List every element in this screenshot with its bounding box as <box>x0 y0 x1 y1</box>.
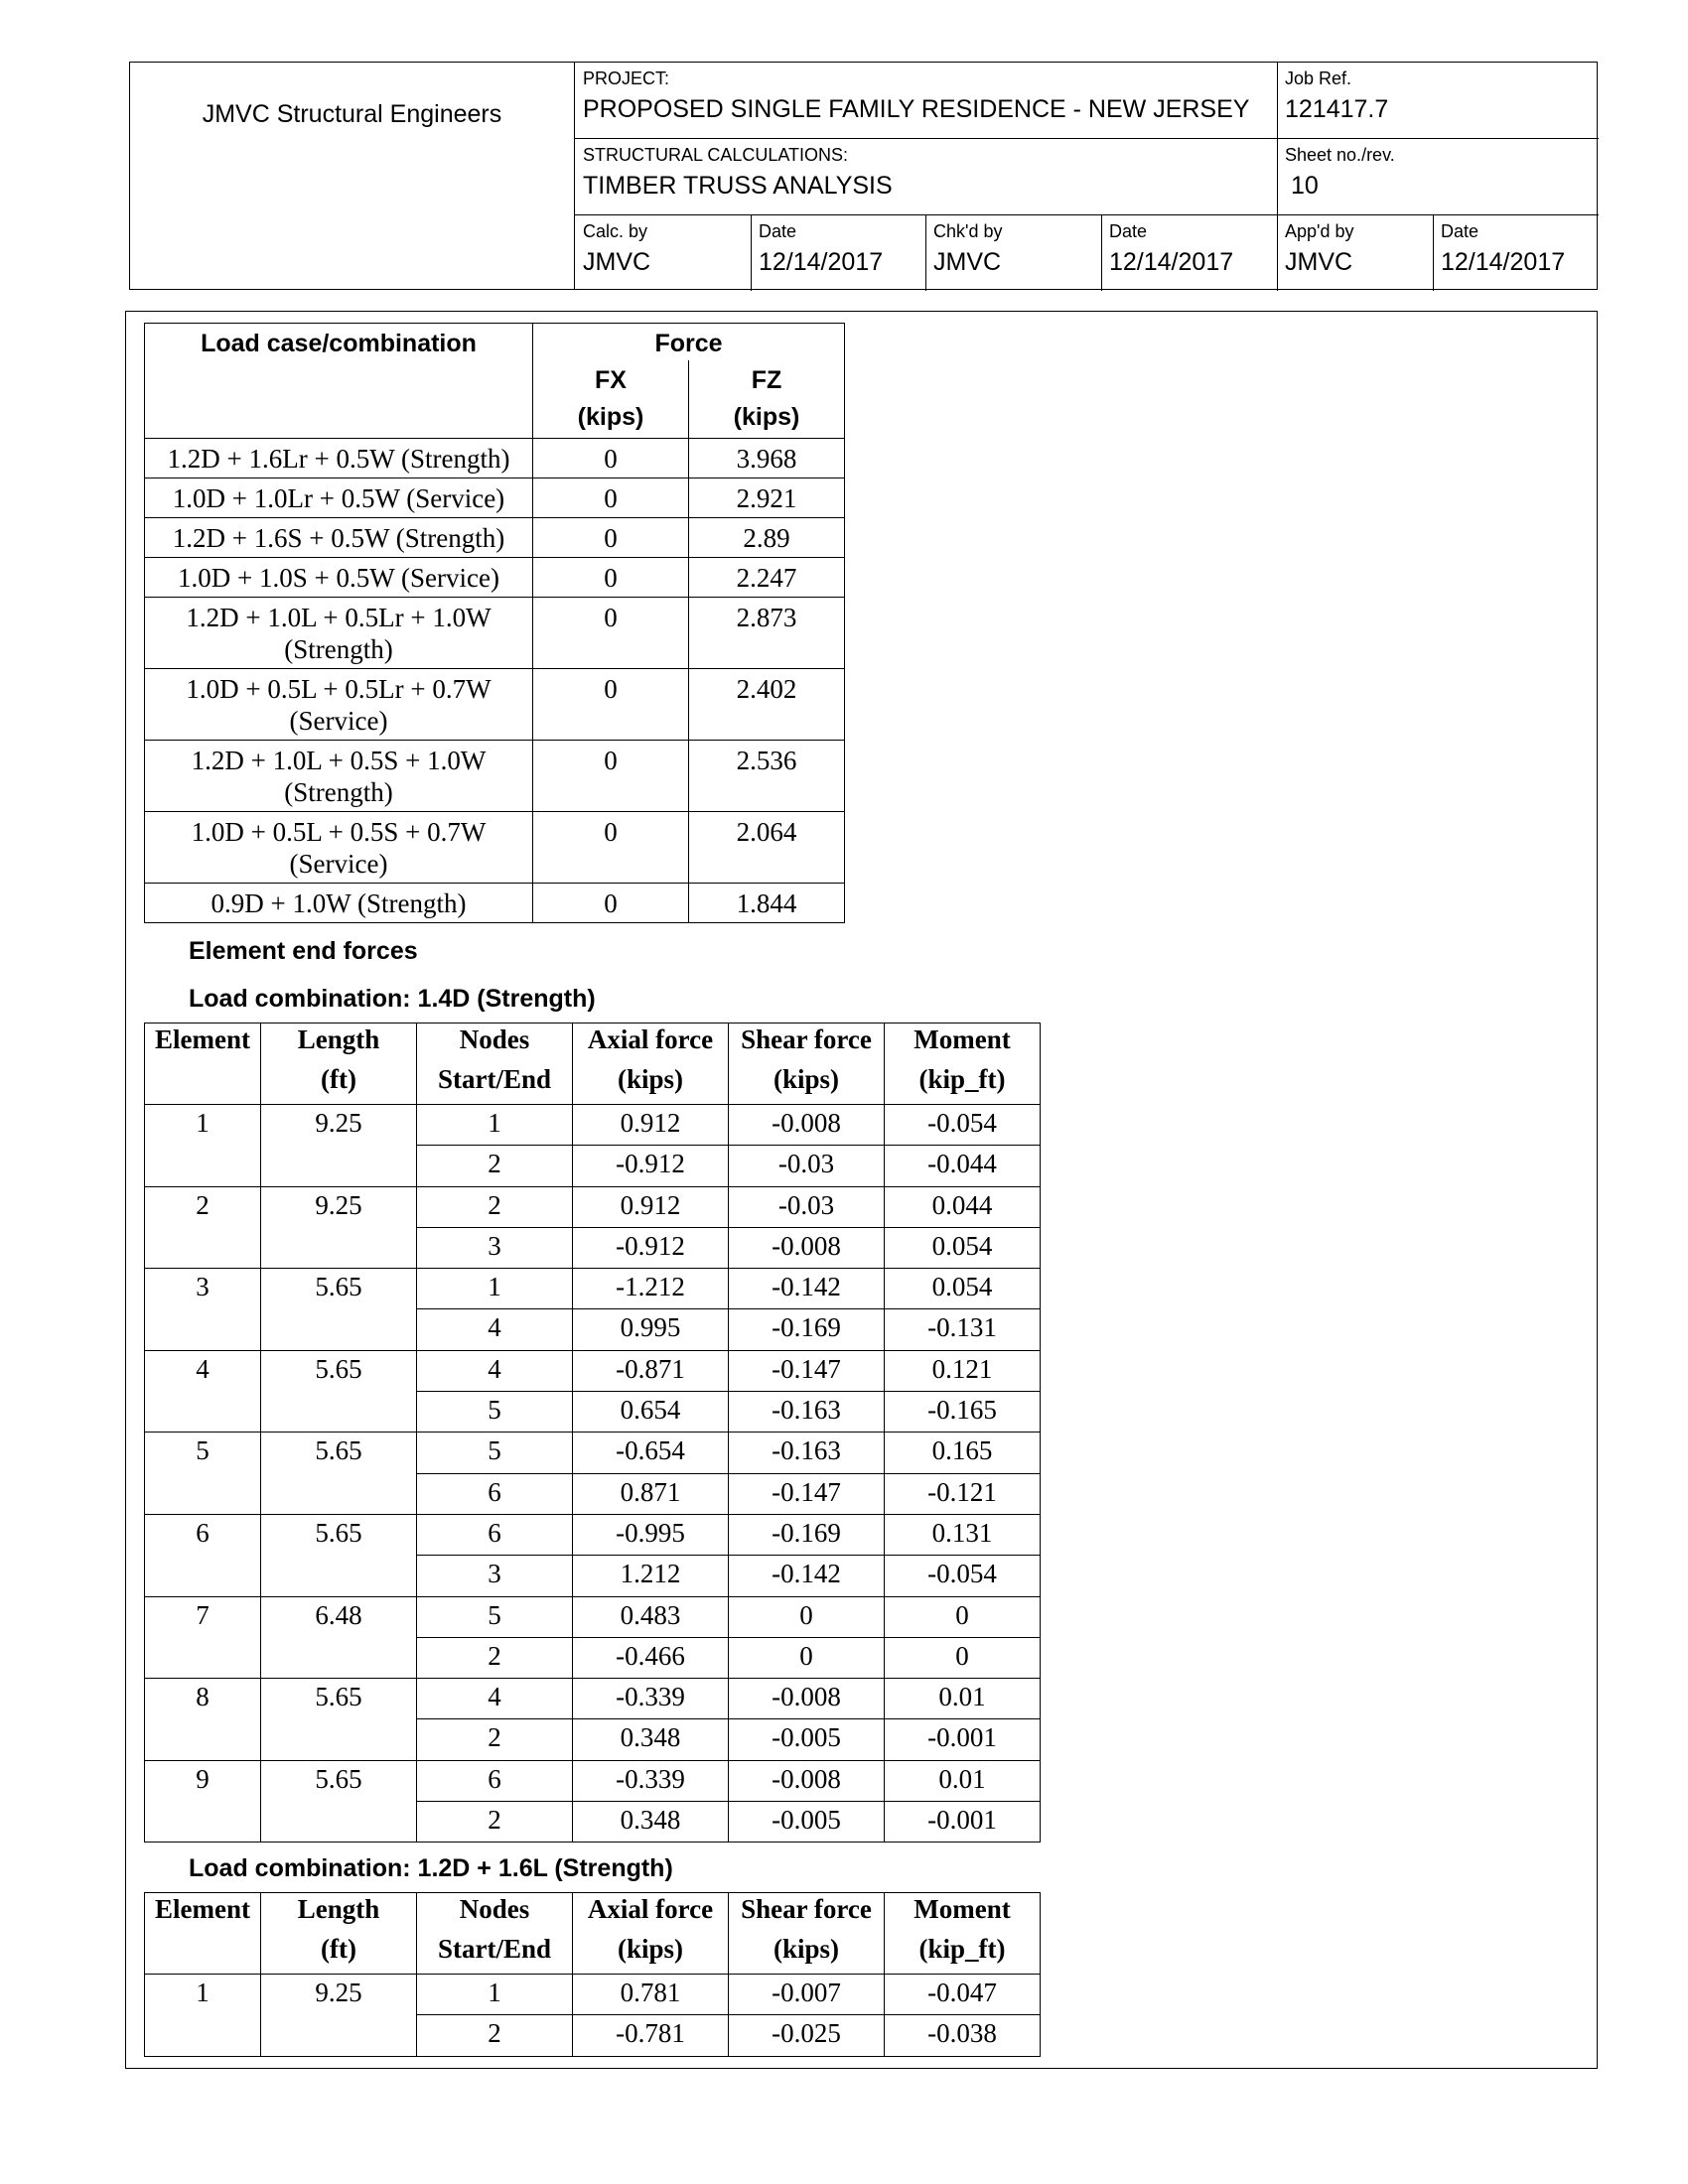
table-row <box>145 1350 1041 1391</box>
moment: -0.054 <box>885 1556 1041 1596</box>
node-id: 4 <box>417 1350 573 1391</box>
fz-value: 2.921 <box>689 478 845 518</box>
shear-force: -0.163 <box>729 1392 885 1433</box>
chkby-cell <box>925 215 1002 277</box>
hdr-axial-unit: (kips) <box>573 1933 729 1975</box>
hdr-nodes-sub: Start/End <box>417 1063 573 1105</box>
shear-force: -0.025 <box>729 2015 885 2056</box>
hdr-moment: Moment <box>885 1893 1041 1934</box>
col-header-fx: FX <box>533 360 689 397</box>
shear-force: -0.008 <box>729 1227 885 1268</box>
axial-force: -0.912 <box>573 1227 729 1268</box>
element-id: 1 <box>145 1975 261 2057</box>
date2-cell <box>1101 215 1233 277</box>
element-length: 5.65 <box>261 1433 417 1515</box>
company-name: JMVC Structural Engineers <box>130 63 575 289</box>
moment: -0.044 <box>885 1146 1041 1186</box>
hdr-length-unit: (ft) <box>261 1933 417 1975</box>
fz-value: 2.89 <box>689 518 845 558</box>
load-case-name: 1.2D + 1.0L + 0.5Lr + 1.0W (Strength) <box>145 598 533 669</box>
fx-value: 0 <box>533 741 689 812</box>
axial-force: -0.339 <box>573 1679 729 1719</box>
hdr-shear-unit: (kips) <box>729 1933 885 1975</box>
axial-force: -1.212 <box>573 1269 729 1309</box>
element-id: 3 <box>145 1269 261 1351</box>
axial-force: -0.654 <box>573 1433 729 1473</box>
shear-force: -0.005 <box>729 1802 885 1843</box>
sheet-cell <box>1277 139 1599 214</box>
unit-fz: (kips) <box>689 397 845 438</box>
element-length: 5.65 <box>261 1350 417 1433</box>
shear-force: -0.169 <box>729 1514 885 1555</box>
table-row <box>145 1433 1041 1473</box>
jobref-cell <box>1277 63 1599 138</box>
moment: 0.131 <box>885 1514 1041 1555</box>
calcs-value: TIMBER TRUSS ANALYSIS <box>583 172 893 200</box>
fx-value: 0 <box>533 558 689 598</box>
fx-value: 0 <box>533 812 689 884</box>
moment: -0.054 <box>885 1105 1041 1146</box>
fz-value: 1.844 <box>689 884 845 923</box>
chkby-value: JMVC <box>933 248 1002 276</box>
element-length: 5.65 <box>261 1760 417 1843</box>
shear-force: -0.142 <box>729 1556 885 1596</box>
axial-force: 0.912 <box>573 1186 729 1227</box>
axial-force: -0.466 <box>573 1637 729 1678</box>
element-id: 8 <box>145 1679 261 1761</box>
load-case-name: 1.2D + 1.6S + 0.5W (Strength) <box>145 518 533 558</box>
hdr-axial: Axial force <box>573 1893 729 1934</box>
unit-fx: (kips) <box>533 397 689 438</box>
hdr-length-unit: (ft) <box>261 1063 417 1105</box>
axial-force: -0.781 <box>573 2015 729 2056</box>
fx-value: 0 <box>533 478 689 518</box>
element-id: 6 <box>145 1514 261 1596</box>
shear-force: -0.008 <box>729 1679 885 1719</box>
axial-force: 0.483 <box>573 1596 729 1637</box>
axial-force: -0.995 <box>573 1514 729 1555</box>
moment: -0.038 <box>885 2015 1041 2056</box>
node-id: 5 <box>417 1433 573 1473</box>
hdr-shear: Shear force <box>729 1893 885 1934</box>
calcs-cell <box>575 139 1277 214</box>
date1-label: Date <box>759 221 797 241</box>
node-id: 1 <box>417 1269 573 1309</box>
moment: 0.054 <box>885 1227 1041 1268</box>
element-id: 5 <box>145 1433 261 1515</box>
load-case-name: 1.0D + 1.0S + 0.5W (Service) <box>145 558 533 598</box>
load-case-table <box>144 323 845 923</box>
table-row <box>145 1105 1041 1146</box>
table-row <box>145 1679 1041 1719</box>
hdr-moment-unit: (kip_ft) <box>885 1933 1041 1975</box>
element-length: 9.25 <box>261 1105 417 1187</box>
col-header-case: Load case/combination <box>145 324 533 439</box>
table-row <box>145 478 845 518</box>
table-row <box>145 812 845 884</box>
axial-force: 1.212 <box>573 1556 729 1596</box>
calcs-label: STRUCTURAL CALCULATIONS: <box>583 145 849 165</box>
axial-force: -0.339 <box>573 1760 729 1801</box>
node-id: 1 <box>417 1975 573 2015</box>
date2-value: 12/14/2017 <box>1109 248 1234 276</box>
element-length: 6.48 <box>261 1596 417 1679</box>
node-id: 4 <box>417 1309 573 1350</box>
col-header-force: Force <box>533 324 845 361</box>
hdr-moment-unit: (kip_ft) <box>885 1063 1041 1105</box>
axial-force: 0.912 <box>573 1105 729 1146</box>
load-case-name: 0.9D + 1.0W (Strength) <box>145 884 533 923</box>
element-id: 7 <box>145 1596 261 1679</box>
fx-value: 0 <box>533 669 689 741</box>
element-length: 5.65 <box>261 1679 417 1761</box>
node-id: 2 <box>417 1719 573 1760</box>
moment: 0.121 <box>885 1350 1041 1391</box>
hdr-element-blank <box>145 1063 261 1105</box>
shear-force: -0.147 <box>729 1473 885 1514</box>
moment: -0.047 <box>885 1975 1041 2015</box>
hdr-shear-unit: (kips) <box>729 1063 885 1105</box>
shear-force: 0 <box>729 1596 885 1637</box>
axial-force: 0.348 <box>573 1719 729 1760</box>
calcby-label: Calc. by <box>583 221 648 241</box>
hdr-axial-unit: (kips) <box>573 1063 729 1105</box>
node-id: 2 <box>417 1637 573 1678</box>
node-id: 5 <box>417 1392 573 1433</box>
calcby-value: JMVC <box>583 248 651 276</box>
title-block <box>129 62 1598 290</box>
table-row <box>145 1514 1041 1555</box>
appby-label: App'd by <box>1285 221 1354 241</box>
table-row <box>145 884 845 923</box>
node-id: 6 <box>417 1514 573 1555</box>
axial-force: 0.995 <box>573 1309 729 1350</box>
fz-value: 2.247 <box>689 558 845 598</box>
fz-value: 2.402 <box>689 669 845 741</box>
date1-value: 12/14/2017 <box>759 248 884 276</box>
moment: 0.01 <box>885 1679 1041 1719</box>
axial-force: 0.654 <box>573 1392 729 1433</box>
fz-value: 3.968 <box>689 439 845 478</box>
col-header-fz: FZ <box>689 360 845 397</box>
moment: -0.131 <box>885 1309 1041 1350</box>
shear-force: -0.008 <box>729 1105 885 1146</box>
moment: 0 <box>885 1637 1041 1678</box>
load-case-name: 1.0D + 0.5L + 0.5S + 0.7W (Service) <box>145 812 533 884</box>
node-id: 2 <box>417 1146 573 1186</box>
table-row <box>145 598 845 669</box>
hdr-element: Element <box>145 1893 261 1934</box>
element-length: 9.25 <box>261 1975 417 2057</box>
element-forces-table-a <box>144 1023 1041 1843</box>
shear-force: -0.008 <box>729 1760 885 1801</box>
shear-force: 0 <box>729 1637 885 1678</box>
node-id: 5 <box>417 1596 573 1637</box>
axial-force: 0.871 <box>573 1473 729 1514</box>
hdr-element: Element <box>145 1024 261 1064</box>
table-row <box>145 518 845 558</box>
table-row <box>145 669 845 741</box>
hdr-nodes-sub: Start/End <box>417 1933 573 1975</box>
hdr-shear: Shear force <box>729 1024 885 1064</box>
node-id: 1 <box>417 1105 573 1146</box>
fz-value: 2.873 <box>689 598 845 669</box>
table-row <box>145 1269 1041 1309</box>
date3-cell <box>1433 215 1565 277</box>
hdr-moment: Moment <box>885 1024 1041 1064</box>
table-row <box>145 1596 1041 1637</box>
node-id: 6 <box>417 1473 573 1514</box>
shear-force: -0.005 <box>729 1719 885 1760</box>
moment: -0.001 <box>885 1802 1041 1843</box>
element-length: 5.65 <box>261 1514 417 1596</box>
element-forces-table-b <box>144 1892 1041 2057</box>
combo-a-label: Load combination: 1.4D (Strength) <box>189 985 596 1013</box>
moment: 0 <box>885 1596 1041 1637</box>
fx-value: 0 <box>533 598 689 669</box>
node-id: 4 <box>417 1679 573 1719</box>
element-length: 5.65 <box>261 1269 417 1351</box>
element-id: 4 <box>145 1350 261 1433</box>
hdr-length: Length <box>261 1024 417 1064</box>
table-row <box>145 741 845 812</box>
appby-cell <box>1277 215 1354 277</box>
date3-value: 12/14/2017 <box>1441 248 1566 276</box>
moment: 0.044 <box>885 1186 1041 1227</box>
axial-force: 0.348 <box>573 1802 729 1843</box>
axial-force: -0.912 <box>573 1146 729 1186</box>
date3-label: Date <box>1441 221 1479 241</box>
sheet-value: 10 <box>1291 172 1319 200</box>
shear-force: -0.03 <box>729 1146 885 1186</box>
hdr-axial: Axial force <box>573 1024 729 1064</box>
appby-value: JMVC <box>1285 248 1353 276</box>
table-row <box>145 439 845 478</box>
node-id: 2 <box>417 2015 573 2056</box>
fx-value: 0 <box>533 439 689 478</box>
table-row <box>145 1975 1041 2015</box>
date2-label: Date <box>1109 221 1148 241</box>
element-id: 2 <box>145 1186 261 1269</box>
calcby-cell <box>575 215 650 277</box>
node-id: 6 <box>417 1760 573 1801</box>
shear-force: -0.03 <box>729 1186 885 1227</box>
shear-force: -0.142 <box>729 1269 885 1309</box>
fz-value: 2.536 <box>689 741 845 812</box>
load-case-name: 1.0D + 0.5L + 0.5Lr + 0.7W (Service) <box>145 669 533 741</box>
shear-force: -0.147 <box>729 1350 885 1391</box>
date1-cell <box>751 215 883 277</box>
table-row <box>145 1760 1041 1801</box>
moment: -0.001 <box>885 1719 1041 1760</box>
node-id: 2 <box>417 1186 573 1227</box>
table-row <box>145 1186 1041 1227</box>
hdr-nodes: Nodes <box>417 1024 573 1064</box>
moment: -0.165 <box>885 1392 1041 1433</box>
table-row <box>145 558 845 598</box>
load-case-name: 1.0D + 1.0Lr + 0.5W (Service) <box>145 478 533 518</box>
axial-force: -0.871 <box>573 1350 729 1391</box>
project-label: PROJECT: <box>583 68 670 88</box>
hdr-element-blank <box>145 1933 261 1975</box>
load-case-name: 1.2D + 1.6Lr + 0.5W (Strength) <box>145 439 533 478</box>
shear-force: -0.163 <box>729 1433 885 1473</box>
combo-b-label: Load combination: 1.2D + 1.6L (Strength) <box>189 1854 673 1882</box>
project-value: PROPOSED SINGLE FAMILY RESIDENCE - NEW JERSEY <box>583 95 1250 123</box>
hdr-length: Length <box>261 1893 417 1934</box>
element-id: 1 <box>145 1105 261 1187</box>
project-cell <box>575 63 1277 138</box>
jobref-label: Job Ref. <box>1285 68 1352 88</box>
jobref-value: 121417.7 <box>1285 95 1389 123</box>
moment: 0.165 <box>885 1433 1041 1473</box>
moment: 0.01 <box>885 1760 1041 1801</box>
sheet-label: Sheet no./rev. <box>1285 145 1395 165</box>
axial-force: 0.781 <box>573 1975 729 2015</box>
node-id: 3 <box>417 1556 573 1596</box>
load-case-name: 1.2D + 1.0L + 0.5S + 1.0W (Strength) <box>145 741 533 812</box>
chkby-label: Chk'd by <box>933 221 1003 241</box>
node-id: 2 <box>417 1802 573 1843</box>
element-id: 9 <box>145 1760 261 1843</box>
node-id: 3 <box>417 1227 573 1268</box>
hdr-nodes: Nodes <box>417 1893 573 1934</box>
shear-force: -0.007 <box>729 1975 885 2015</box>
moment: 0.054 <box>885 1269 1041 1309</box>
element-length: 9.25 <box>261 1186 417 1269</box>
shear-force: -0.169 <box>729 1309 885 1350</box>
fx-value: 0 <box>533 518 689 558</box>
element-end-forces-label: Element end forces <box>189 937 418 965</box>
fz-value: 2.064 <box>689 812 845 884</box>
moment: -0.121 <box>885 1473 1041 1514</box>
fx-value: 0 <box>533 884 689 923</box>
